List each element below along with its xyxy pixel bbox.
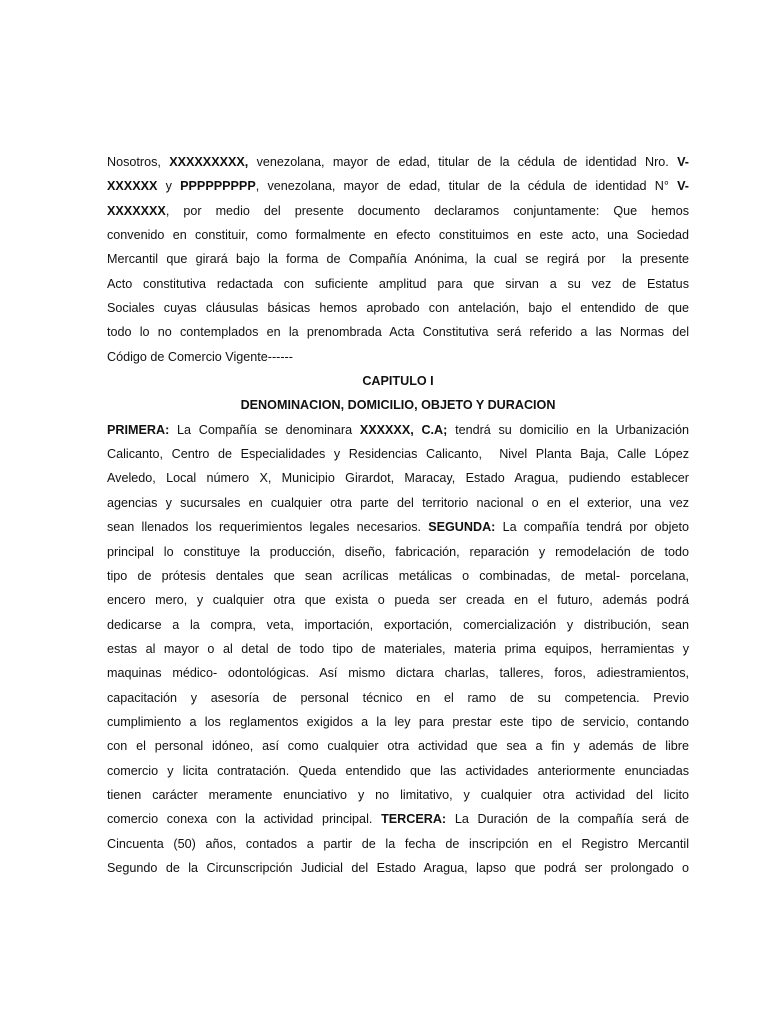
text-run: La Duración de la compañía será de xyxy=(446,812,690,827)
bold-text: XXXXXXXXX, xyxy=(169,155,249,169)
bold-text: XXXXXXX xyxy=(107,203,166,218)
text-line xyxy=(107,199,689,223)
text-line xyxy=(107,613,689,637)
text-run: Acto constitutiva redactada con suficiente amplitud para que sirvan a su vez de Estatus xyxy=(107,276,689,291)
text-line xyxy=(107,174,689,198)
bold-text: CAPITULO I xyxy=(362,374,434,389)
text-line xyxy=(107,759,689,783)
text-line xyxy=(107,466,689,490)
text-run: con el personal idóneo, así como cualquier otra actividad que sea a fin y además de libre xyxy=(107,739,689,754)
text-run: comercio y licita contratación. Queda entendido que las actividades anteriormente enunciadas xyxy=(107,763,689,778)
text-line xyxy=(107,661,689,685)
text-line xyxy=(107,783,689,807)
text-line xyxy=(107,588,689,612)
text-run: principal lo constituye la producción, diseño, fabricación, reparación y remodelación de todo xyxy=(107,544,689,559)
text-run: tipo de prótesis dentales que sean acrílicas metálicas o combinadas, de metal- porcelana, xyxy=(107,568,689,583)
text-run: Nosotros, xyxy=(107,155,170,169)
text-run: estas al mayor o al detal de todo tipo de materiales, materia prima equipos, herramientas y xyxy=(107,641,689,656)
text-run: La compañía tendrá por objeto xyxy=(495,520,689,535)
text-line xyxy=(107,515,689,539)
bold-text: DENOMINACION, DOMICILIO, OBJETO Y DURACION xyxy=(240,398,556,413)
bold-text: PRIMERA: xyxy=(107,422,170,437)
text-line xyxy=(107,856,689,880)
text-line xyxy=(107,150,689,174)
text-run: La Compañía se denominara xyxy=(169,422,360,437)
text-run: Sociales cuyas cláusulas básicas hemos aprobado con antelación, bajo el entendido de que xyxy=(107,301,689,316)
text-run: maquinas médico- odontológicas. Así mismo dictara charlas, talleres, foros, adiestramientos, xyxy=(107,666,689,681)
bold-text: TERCERA: xyxy=(381,812,447,827)
text-run: tendrá su domicilio en la Urbanización xyxy=(447,422,690,437)
text-run: todo lo no contemplados en la prenombrada Acta Constitutiva será referido a las Normas del xyxy=(107,325,689,340)
bold-text: V- xyxy=(677,179,689,194)
text-run: dedicarse a la compra, veta, importación, exportación, comercialización y distribución, sean xyxy=(107,617,689,632)
bold-text: XXXXXX xyxy=(107,179,158,194)
text-line xyxy=(107,564,689,588)
bold-text: PPPPPPPPP xyxy=(180,179,256,194)
text-line xyxy=(107,686,689,710)
text-line xyxy=(107,320,689,344)
text-run: cumplimiento a los reglamentos exigidos a la ley para prestar este tipo de servicio, contando xyxy=(107,714,689,729)
section-heading xyxy=(107,369,689,393)
text-line xyxy=(107,540,689,564)
text-run: Cincuenta (50) años, contados a partir de la fecha de inscripción en el Registro Mercantil xyxy=(107,836,689,851)
text-run: y xyxy=(157,179,181,194)
text-line xyxy=(107,247,689,271)
text-run: , venezolana, mayor de edad, titular de la cédula de identidad N° xyxy=(255,179,678,194)
section-heading xyxy=(107,393,689,417)
text-line xyxy=(107,345,689,369)
text-run: Mercantil que girará bajo la forma de Compañía Anónima, la cual se regirá por la presente xyxy=(107,252,689,267)
bold-text: SEGUNDA: xyxy=(428,520,496,535)
text-run: encero mero, y cualquier otra que exista o pueda ser creada en el futuro, además podrá xyxy=(107,593,689,608)
text-run: Calicanto, Centro de Especialidades y Residencias Calicanto, Nivel Planta Baja, Calle López xyxy=(107,447,689,462)
text-line xyxy=(107,832,689,856)
text-run: tienen carácter meramente enunciativo y no limitativo, y cualquier otra actividad del licito xyxy=(107,787,689,802)
text-line xyxy=(107,734,689,758)
text-line xyxy=(107,442,689,466)
text-run: venezolana, mayor de edad, titular de la cédula de identidad Nro. xyxy=(248,155,678,169)
text-line xyxy=(107,807,689,831)
text-line xyxy=(107,637,689,661)
bold-text: XXXXXX, C.A; xyxy=(359,422,448,437)
text-run: comercio conexa con la actividad principal. xyxy=(107,812,382,827)
text-line xyxy=(107,710,689,734)
text-run: , por medio del presente documento declaramos conjuntamente: Que hemos xyxy=(165,203,689,218)
text-run: convenido en constituir, como formalmente en efecto constituimos en este acto, una Sociedad xyxy=(107,228,689,243)
text-run: Código de Comercio Vigente------ xyxy=(107,349,293,364)
text-line xyxy=(107,418,689,442)
text-run: Aveledo, Local número X, Municipio Girardot, Maracay, Estado Aragua, pudiendo establecer xyxy=(107,471,689,486)
text-line xyxy=(107,491,689,515)
text-run: agencias y sucursales en cualquier otra parte del territorio nacional o en el exterior, una vez xyxy=(107,495,689,510)
bold-text: V- xyxy=(677,155,689,169)
text-run: Segundo de la Circunscripción Judicial del Estado Aragua, lapso que podrá ser prolongado o xyxy=(107,860,689,875)
text-line xyxy=(107,296,689,320)
text-run: sean llenados los requerimientos legales necesarios. xyxy=(107,520,429,535)
text-run: capacitación y asesoría de personal técnico en el ramo de su competencia. Previo xyxy=(107,690,689,705)
document-body xyxy=(107,150,689,880)
text-line xyxy=(107,223,689,247)
text-line xyxy=(107,272,689,296)
